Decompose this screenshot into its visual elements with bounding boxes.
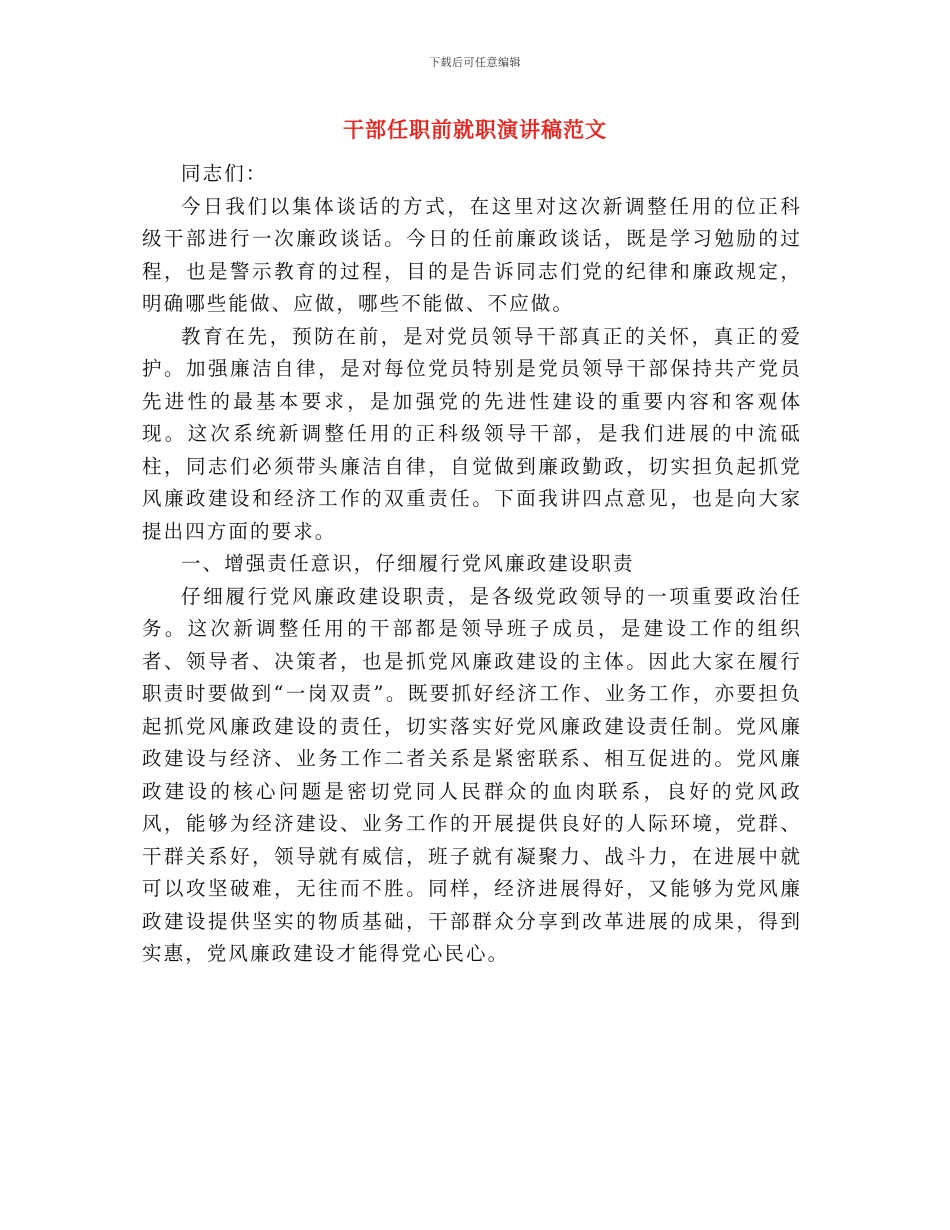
document-title: 干部任职前就职演讲稿范文 [343, 118, 607, 142]
paragraph-intro: 今日我们以集体谈话的方式，在这里对这次新调整任用的位正科级干部进行一次廉政谈话。今日的任前廉政谈话，既是学习勉励的过程，也是警示教育的过程，目的是告诉同志们党的纪律和廉政规定，明确哪些能做、应做，哪些不能做、不应做。 [142, 194, 802, 315]
section-heading-1: 一、增强责任意识，仔细履行党风廉政建设职责 [181, 552, 635, 575]
paragraph-responsibility: 仔细履行党风廉政建设职责，是各级党政领导的一项重要政治任务。这次新调整任用的干部都是领导班子成员，是建设工作的组织者、领导者、决策者，也是抓党风廉政建设的主体。因此大家在履行职责时要做到“一岗双责”。既要抓好经济工作、业务工作，亦要担负起抓党风廉政建设的责任，切实落实好党风廉政建设责任制。党风廉政建设与经济、业务工作二者关系是紧密联系、相互促进的。党风廉政建设的核心问题是密切党同人民群众的血肉联系，良好的党风政风，能够为经济建设、业务工作的开展提供良好的人际环境，党群、干群关系好，领导就有威信，班子就有凝聚力、战斗力，在进展中就可以攻坚破难，无往而不胜。同样，经济进展得好，又能够为党风廉政建设提供坚实的物质基础，干部群众分享到改革进展的成果，得到实惠，党风廉政建设才能得党心民心。 [142, 584, 802, 965]
salutation: 同志们： [181, 162, 268, 185]
document-body [142, 158, 802, 971]
paragraph-education: 教育在先，预防在前，是对党员领导干部真正的关怀，真正的爱护。加强廉洁自律，是对每位党员特别是党员领导干部保持共产党员先进性的最基本要求，是加强党的先进性建设的重要内容和客观体现。这次系统新调整任用的正科级领导干部，是我们进展的中流砥柱，同志们必须带头廉洁自律，自觉做到廉政勤政，切实担负起抓党风廉政建设和经济工作的双重责任。下面我讲四点意见，也是向大家提出四方面的要求。 [142, 324, 802, 543]
header-note: 下载后可任意编辑 [429, 56, 521, 69]
